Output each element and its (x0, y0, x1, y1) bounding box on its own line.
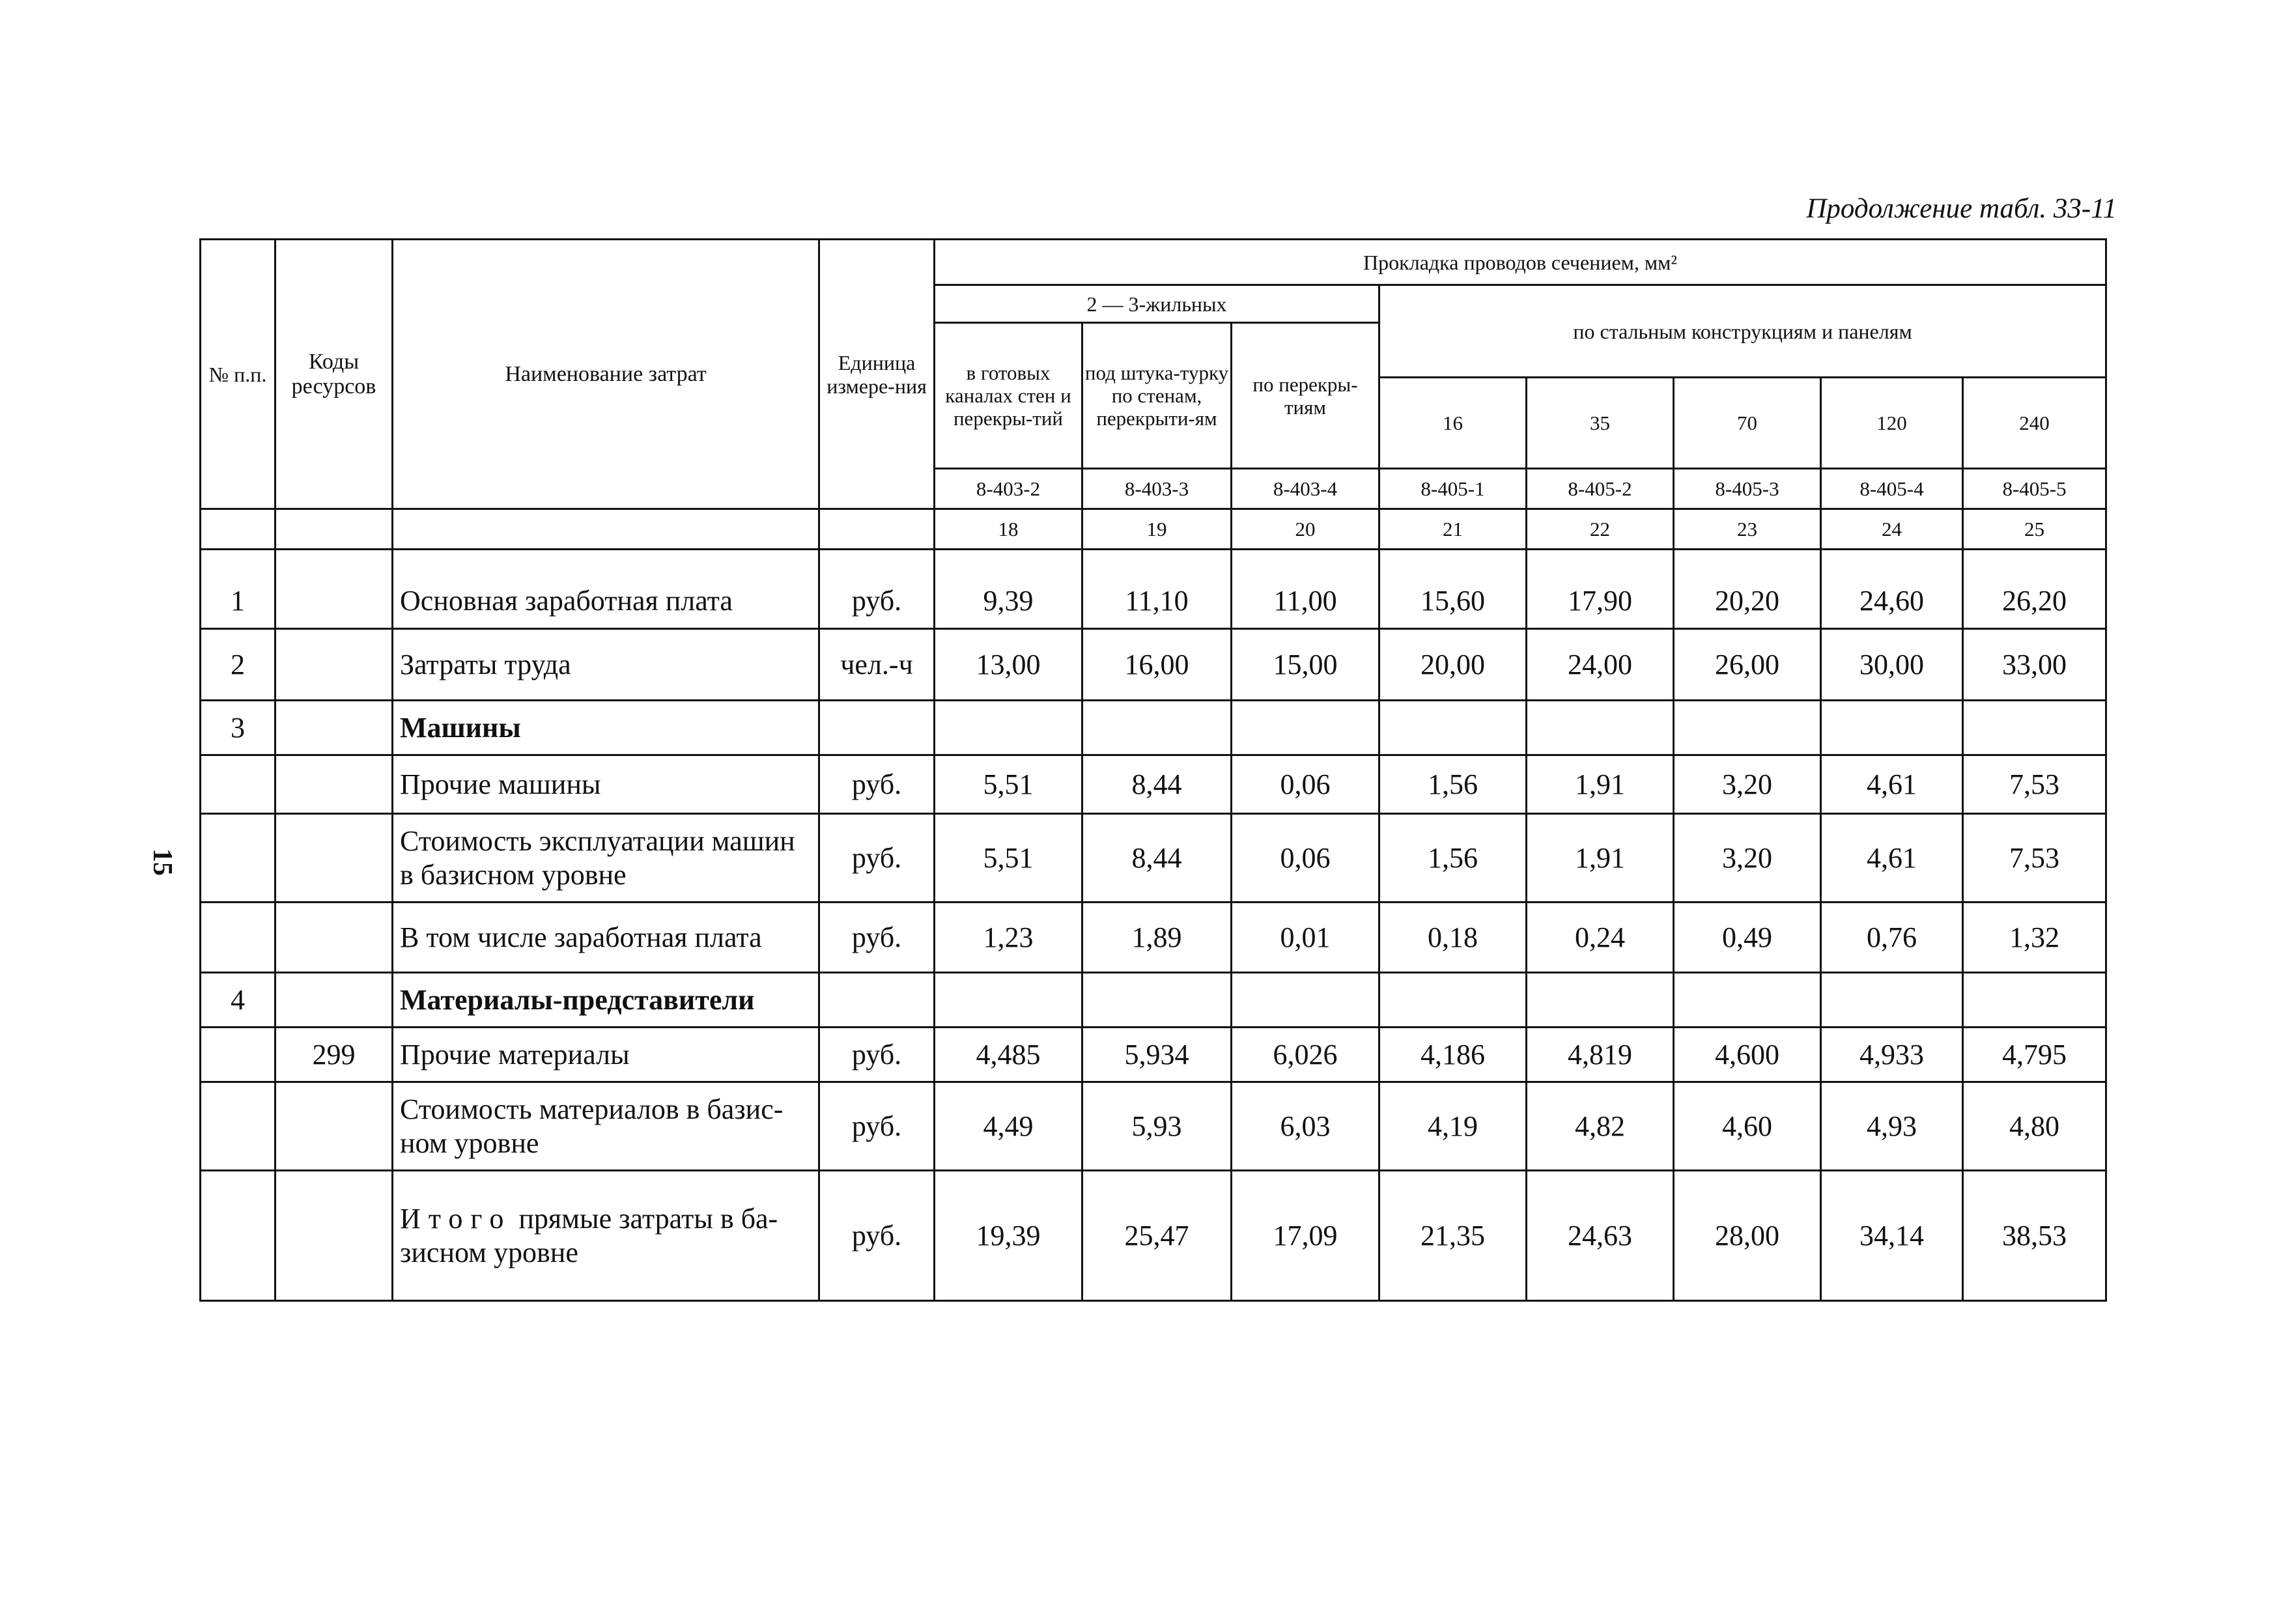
row-unit: чел.-ч (819, 629, 935, 701)
value-cell (1674, 973, 1821, 1028)
value-cell: 26,00 (1674, 629, 1821, 701)
column-number: 24 (1821, 509, 1963, 550)
value-cell: 6,03 (1232, 1082, 1379, 1171)
row-no (201, 903, 276, 973)
column-number: 20 (1232, 509, 1379, 550)
value-cell: 38,53 (1963, 1171, 2106, 1301)
code-cell: 8-405-5 (1963, 469, 2106, 509)
value-cell: 4,186 (1379, 1028, 1527, 1082)
header-col-channels: в готовых каналах стен и перекры-тий (935, 323, 1082, 469)
row-unit: руб. (819, 1082, 935, 1171)
header-col-240: 240 (1963, 378, 2106, 469)
value-cell: 19,39 (935, 1171, 1082, 1301)
row-name-total (393, 1171, 819, 1301)
row-no (201, 1171, 276, 1301)
cost-table (199, 238, 2107, 1302)
value-cell: 6,026 (1232, 1028, 1379, 1082)
row-unit: руб. (819, 755, 935, 814)
value-cell: 30,00 (1821, 629, 1963, 701)
row-code (276, 973, 393, 1028)
value-cell: 17,90 (1527, 550, 1674, 629)
code-cell: 8-405-3 (1674, 469, 1821, 509)
value-cell (1821, 973, 1963, 1028)
column-number: 19 (1082, 509, 1232, 550)
value-cell: 5,93 (1082, 1082, 1232, 1171)
value-cell (935, 701, 1082, 755)
value-cell: 4,485 (935, 1028, 1082, 1082)
value-cell: 26,20 (1963, 550, 2106, 629)
value-cell: 1,23 (935, 903, 1082, 973)
value-cell: 24,00 (1527, 629, 1674, 701)
value-cell: 0,18 (1379, 903, 1527, 973)
row-name: Прочие материалы (393, 1028, 819, 1082)
row-name: Прочие машины (393, 755, 819, 814)
table-row (201, 903, 2106, 973)
table-row (201, 814, 2106, 903)
code-cell: 8-403-2 (935, 469, 1082, 509)
row-code (276, 1082, 393, 1171)
column-number: 22 (1527, 509, 1674, 550)
value-cell: 9,39 (935, 550, 1082, 629)
value-cell: 7,53 (1963, 755, 2106, 814)
row-code (276, 1171, 393, 1301)
section-title-materials: Материалы-представители (393, 973, 819, 1028)
value-cell: 0,01 (1232, 903, 1379, 973)
row-no: 3 (201, 701, 276, 755)
row-unit: руб. (819, 903, 935, 973)
value-cell (1232, 973, 1379, 1028)
value-cell: 4,80 (1963, 1082, 2106, 1171)
value-cell: 5,51 (935, 755, 1082, 814)
value-cell: 0,49 (1674, 903, 1821, 973)
value-cell: 1,56 (1379, 814, 1527, 903)
table-row (201, 1028, 2106, 1082)
value-cell: 33,00 (1963, 629, 2106, 701)
row-code (276, 629, 393, 701)
table-row (201, 755, 2106, 814)
value-cell (1527, 973, 1674, 1028)
value-cell: 11,00 (1232, 550, 1379, 629)
column-number: 23 (1674, 509, 1821, 550)
value-cell: 1,91 (1527, 814, 1674, 903)
value-cell: 28,00 (1674, 1171, 1821, 1301)
header-col-120: 120 (1821, 378, 1963, 469)
row-unit: руб. (819, 1171, 935, 1301)
value-cell: 1,56 (1379, 755, 1527, 814)
value-cell: 21,35 (1379, 1171, 1527, 1301)
row-no (201, 1082, 276, 1171)
row-no: 2 (201, 629, 276, 701)
value-cell: 15,60 (1379, 550, 1527, 629)
value-cell: 1,91 (1527, 755, 1674, 814)
value-cell (1379, 701, 1527, 755)
row-unit: руб. (819, 1028, 935, 1082)
header-col-ceilings: по перекры-тиям (1232, 323, 1379, 469)
section-title-machines: Машины (393, 701, 819, 755)
value-cell (1527, 701, 1674, 755)
header-unit: Единица измере-ния (819, 240, 935, 509)
value-cell (1674, 701, 1821, 755)
row-code (276, 903, 393, 973)
header-col-35: 35 (1527, 378, 1674, 469)
header-col-70: 70 (1674, 378, 1821, 469)
value-cell: 3,20 (1674, 755, 1821, 814)
value-cell: 4,795 (1963, 1028, 2106, 1082)
total-prefix: Итого (400, 1202, 512, 1235)
value-cell (935, 973, 1082, 1028)
value-cell: 20,00 (1379, 629, 1527, 701)
header-col-plaster: под штука-турку по стенам, перекрыти-ям (1082, 323, 1232, 469)
row-code (276, 814, 393, 903)
row-name: Стоимость материалов в базис-ном уровне (393, 1082, 819, 1171)
table-row (201, 1082, 2106, 1171)
row-code (276, 701, 393, 755)
value-cell: 0,24 (1527, 903, 1674, 973)
value-cell: 0,76 (1821, 903, 1963, 973)
header-col-16: 16 (1379, 378, 1527, 469)
value-cell: 24,63 (1527, 1171, 1674, 1301)
row-name: Затраты труда (393, 629, 819, 701)
value-cell: 8,44 (1082, 755, 1232, 814)
value-cell (1082, 973, 1232, 1028)
row-no: 4 (201, 973, 276, 1028)
row-no (201, 755, 276, 814)
value-cell: 17,09 (1232, 1171, 1379, 1301)
row-code (276, 755, 393, 814)
value-cell: 4,93 (1821, 1082, 1963, 1171)
value-cell: 5,51 (935, 814, 1082, 903)
value-cell: 5,934 (1082, 1028, 1232, 1082)
value-cell (1232, 701, 1379, 755)
table-row (201, 550, 2106, 629)
value-cell: 3,20 (1674, 814, 1821, 903)
value-cell: 16,00 (1082, 629, 1232, 701)
value-cell: 4,82 (1527, 1082, 1674, 1171)
table-continuation-caption: Продолжение табл. 33-11 (1806, 193, 2117, 224)
table-row-total (201, 1171, 2106, 1301)
row-unit (819, 973, 935, 1028)
value-cell: 4,819 (1527, 1028, 1674, 1082)
code-cell: 8-405-2 (1527, 469, 1674, 509)
value-cell (1963, 973, 2106, 1028)
header-group-title: Прокладка проводов сечением, мм² (935, 240, 2106, 285)
value-cell (1821, 701, 1963, 755)
row-code (276, 550, 393, 629)
column-number: 18 (935, 509, 1082, 550)
value-cell: 25,47 (1082, 1171, 1232, 1301)
row-no: 1 (201, 550, 276, 629)
value-cell: 4,933 (1821, 1028, 1963, 1082)
value-cell: 4,61 (1821, 755, 1963, 814)
header-subgroup-3core: 2 — 3-жильных (935, 285, 1379, 323)
row-no (201, 1028, 276, 1082)
column-number: 21 (1379, 509, 1527, 550)
value-cell: 4,60 (1674, 1082, 1821, 1171)
value-cell: 15,00 (1232, 629, 1379, 701)
value-cell: 34,14 (1821, 1171, 1963, 1301)
row-name: Основная заработная плата (393, 550, 819, 629)
header-subgroup-steel: по стальным конструкциям и панелям (1379, 285, 2106, 378)
table-row (201, 701, 2106, 755)
value-cell: 4,61 (1821, 814, 1963, 903)
value-cell: 13,00 (935, 629, 1082, 701)
header-codes: Коды ресурсов (276, 240, 393, 509)
row-unit: руб. (819, 550, 935, 629)
value-cell: 20,20 (1674, 550, 1821, 629)
row-unit: руб. (819, 814, 935, 903)
value-cell: 1,32 (1963, 903, 2106, 973)
row-code: 299 (276, 1028, 393, 1082)
code-cell: 8-405-4 (1821, 469, 1963, 509)
value-cell: 11,10 (1082, 550, 1232, 629)
header-name: Наименование затрат (393, 240, 819, 509)
row-name: Стоимость эксплуатации машин в базисном уровне (393, 814, 819, 903)
value-cell (1963, 701, 2106, 755)
header-no: № п.п. (201, 240, 276, 509)
column-number: 25 (1963, 509, 2106, 550)
row-no (201, 814, 276, 903)
value-cell: 24,60 (1821, 550, 1963, 629)
table-row (201, 973, 2106, 1028)
value-cell: 4,49 (935, 1082, 1082, 1171)
code-cell: 8-403-4 (1232, 469, 1379, 509)
value-cell: 7,53 (1963, 814, 2106, 903)
value-cell (1082, 701, 1232, 755)
row-unit (819, 701, 935, 755)
code-cell: 8-405-1 (1379, 469, 1527, 509)
value-cell: 0,06 (1232, 755, 1379, 814)
value-cell: 0,06 (1232, 814, 1379, 903)
value-cell: 1,89 (1082, 903, 1232, 973)
code-cell: 8-403-3 (1082, 469, 1232, 509)
value-cell: 4,600 (1674, 1028, 1821, 1082)
value-cell: 4,19 (1379, 1082, 1527, 1171)
row-name: В том числе заработная плата (393, 903, 819, 973)
table-row (201, 629, 2106, 701)
value-cell: 8,44 (1082, 814, 1232, 903)
page-number: 15 (147, 848, 177, 876)
value-cell (1379, 973, 1527, 1028)
total-label: прямые затраты в ба-зисном уровне (400, 1202, 778, 1268)
